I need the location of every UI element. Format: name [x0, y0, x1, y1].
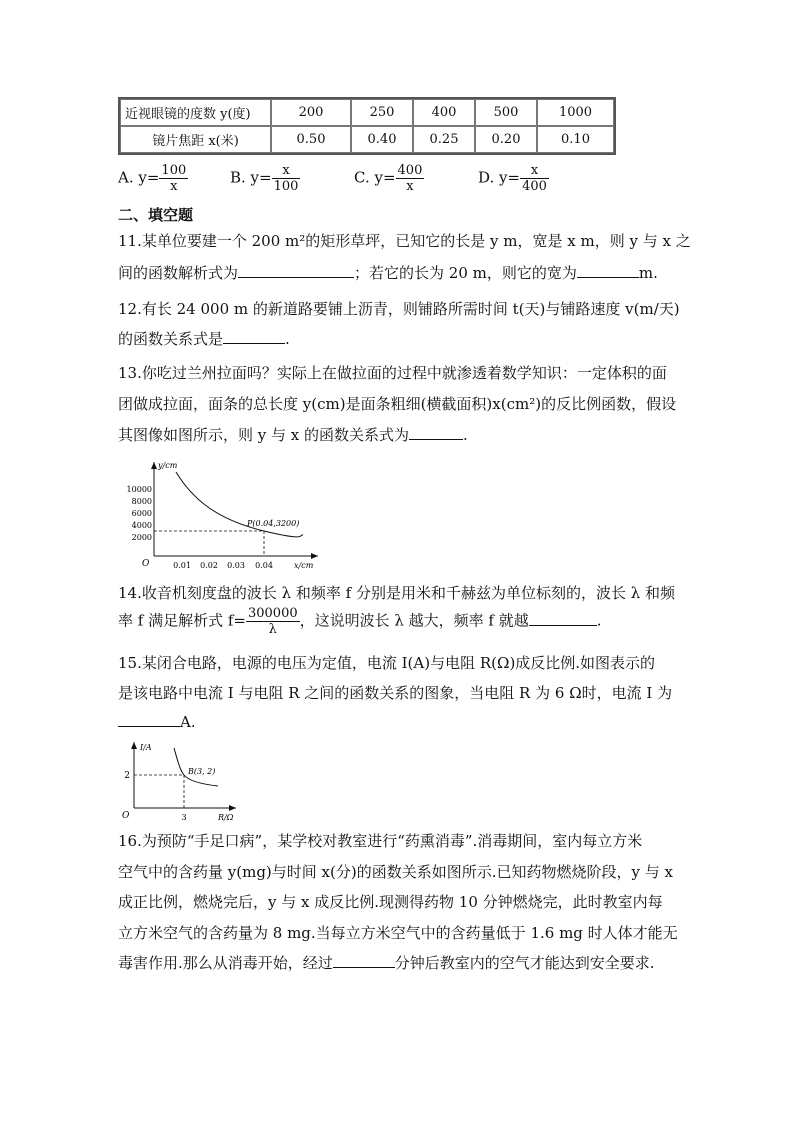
answer-blank[interactable] — [118, 712, 180, 727]
q14-line1: 14.收音机刻度盘的波长 λ 和频率 f 分别是用米和千赫兹为单位标刻的，波长 λ 和频 — [118, 584, 676, 602]
fraction: $\frac{300000}{\lambda}$ — [247, 606, 298, 637]
q15-line2: 是该电路中电流 I 与电阻 R 之间的函数关系的图象，当电阻 R 为 6 Ω时，电流 I 为 — [118, 684, 673, 702]
q13-line3: 其图像如图所示，则 y 与 x 的函数关系式为 . — [118, 426, 468, 444]
q12-line2: 的函数关系式是 . — [118, 330, 290, 348]
y-tick-label: 4000 — [131, 521, 152, 530]
row-label: 镜片焦距 x(米) — [120, 126, 271, 153]
option-d: D. y= $\frac{x}{400}$ — [478, 163, 547, 194]
section-title: 二、填空题 — [118, 206, 194, 224]
table-cell: 250 — [351, 99, 413, 126]
table-cell: 0.50 — [271, 126, 351, 153]
table-cell: 0.25 — [413, 126, 475, 153]
q12-line1: 12.有长 24 000 m 的新道路要铺上沥青，则铺路所需时间 t(天)与铺路速度 v(m/天) — [118, 300, 680, 318]
y-tick-label: 2000 — [131, 533, 152, 542]
q16-line4: 立方米空气的含药量为 8 mg.当每立方米空气中的含药量低于 1.6 mg 时人体才能无 — [118, 924, 678, 942]
y-axis-arrow — [131, 742, 137, 749]
q11-line2: 间的函数解析式为 ；若它的长为 20 m，则它的宽为 m. — [118, 264, 658, 282]
fraction: $\frac{400}{x}$ — [397, 163, 423, 194]
answer-blank[interactable] — [333, 953, 395, 968]
option-a: A. y= $\frac{100}{x}$ — [118, 163, 187, 194]
answer-blank[interactable] — [529, 611, 597, 626]
x-axis-arrow — [311, 553, 318, 559]
table-cell: 400 — [413, 99, 475, 126]
row-label: 近视眼镜的度数 y(度) — [120, 99, 271, 126]
y-tick-label: 8000 — [131, 497, 152, 506]
y-axis-label: y/cm — [158, 461, 178, 470]
table-cell: 0.40 — [351, 126, 413, 153]
q15-line3: A. — [118, 712, 196, 731]
y-axis-arrow — [151, 462, 157, 469]
q16-line5: 毒害作用.那么从消毒开始，经过 分钟后教室内的空气才能达到安全要求. — [118, 954, 655, 972]
table-cell: 1000 — [537, 99, 614, 126]
x-tick-label: 0.02 — [200, 561, 218, 570]
fraction: $\frac{x}{100}$ — [273, 163, 299, 194]
table-cell: 0.20 — [475, 126, 537, 153]
answer-blank[interactable] — [238, 263, 354, 278]
table-row — [120, 126, 614, 153]
table-cell: 500 — [475, 99, 537, 126]
x-axis-label: R/Ω — [218, 813, 234, 822]
circuit-graph — [118, 738, 248, 824]
answer-blank[interactable] — [409, 425, 463, 440]
x-tick-label: 3 — [181, 813, 187, 822]
y-axis-label: I/A — [140, 743, 152, 752]
answer-blank[interactable] — [223, 329, 285, 344]
option-b: B. y= $\frac{x}{100}$ — [230, 163, 299, 194]
x-tick-label: 0.01 — [173, 561, 191, 570]
point-label: P(0.04,3200) — [247, 519, 300, 528]
origin-label: O — [142, 559, 150, 569]
noodle-graph — [118, 456, 328, 572]
q16-line2: 空气中的含药量 y(mg)与时间 x(分)的函数关系如图所示.已知药物燃烧阶段，y 与 x — [118, 863, 673, 881]
q16-line3: 成正比例，燃烧完后，y 与 x 成反比例.现测得药物 10 分钟燃烧完，此时教室内每 — [118, 893, 663, 911]
origin-label: O — [122, 811, 130, 821]
x-tick-label: 0.04 — [255, 561, 273, 570]
q14-line2: 率 f 满足解析式 f= $\frac{300000}{\lambda}$ ，这说明波长 λ 越大，频率 f 就越 . — [118, 606, 602, 637]
q16-line1: 16.为预防“手足口病”，某学校对教室进行“药熏消毒”.消毒期间，室内每立方米 — [118, 832, 643, 850]
q15-line1: 15.某闭合电路，电源的电压为定值，电流 I(A)与电阻 R(Ω)成反比例.如图表示的 — [118, 654, 656, 672]
option-c: C. y= $\frac{400}{x}$ — [354, 163, 423, 194]
q13-line1: 13.你吃过兰州拉面吗？实际上在做拉面的过程中就渗透着数学知识：一定体积的面 — [118, 364, 667, 382]
x-tick-label: 0.03 — [227, 561, 245, 570]
answer-blank[interactable] — [577, 263, 639, 278]
data-table — [118, 97, 616, 155]
point-label: B(3, 2) — [188, 767, 216, 776]
fraction: $\frac{x}{400}$ — [522, 163, 547, 194]
q11-line1: 11.某单位要建一个 200 m²的矩形草坪，已知它的长是 y m，宽是 x m，则 y 与 x 之 — [118, 232, 691, 250]
table-cell: 0.10 — [537, 126, 614, 153]
y-tick-label: 2 — [124, 771, 130, 781]
x-axis-arrow — [229, 805, 236, 811]
y-tick-label: 10000 — [126, 485, 152, 494]
fraction: $\frac{100}{x}$ — [161, 163, 187, 194]
table-row — [120, 99, 614, 126]
table-cell: 200 — [271, 99, 351, 126]
q13-line2: 团做成拉面，面条的总长度 y(cm)是面条粗细(横截面积)x(cm²)的反比例函数，假设 — [118, 395, 677, 413]
x-axis-label: x/cm — [294, 561, 314, 570]
y-tick-label: 6000 — [131, 509, 152, 518]
